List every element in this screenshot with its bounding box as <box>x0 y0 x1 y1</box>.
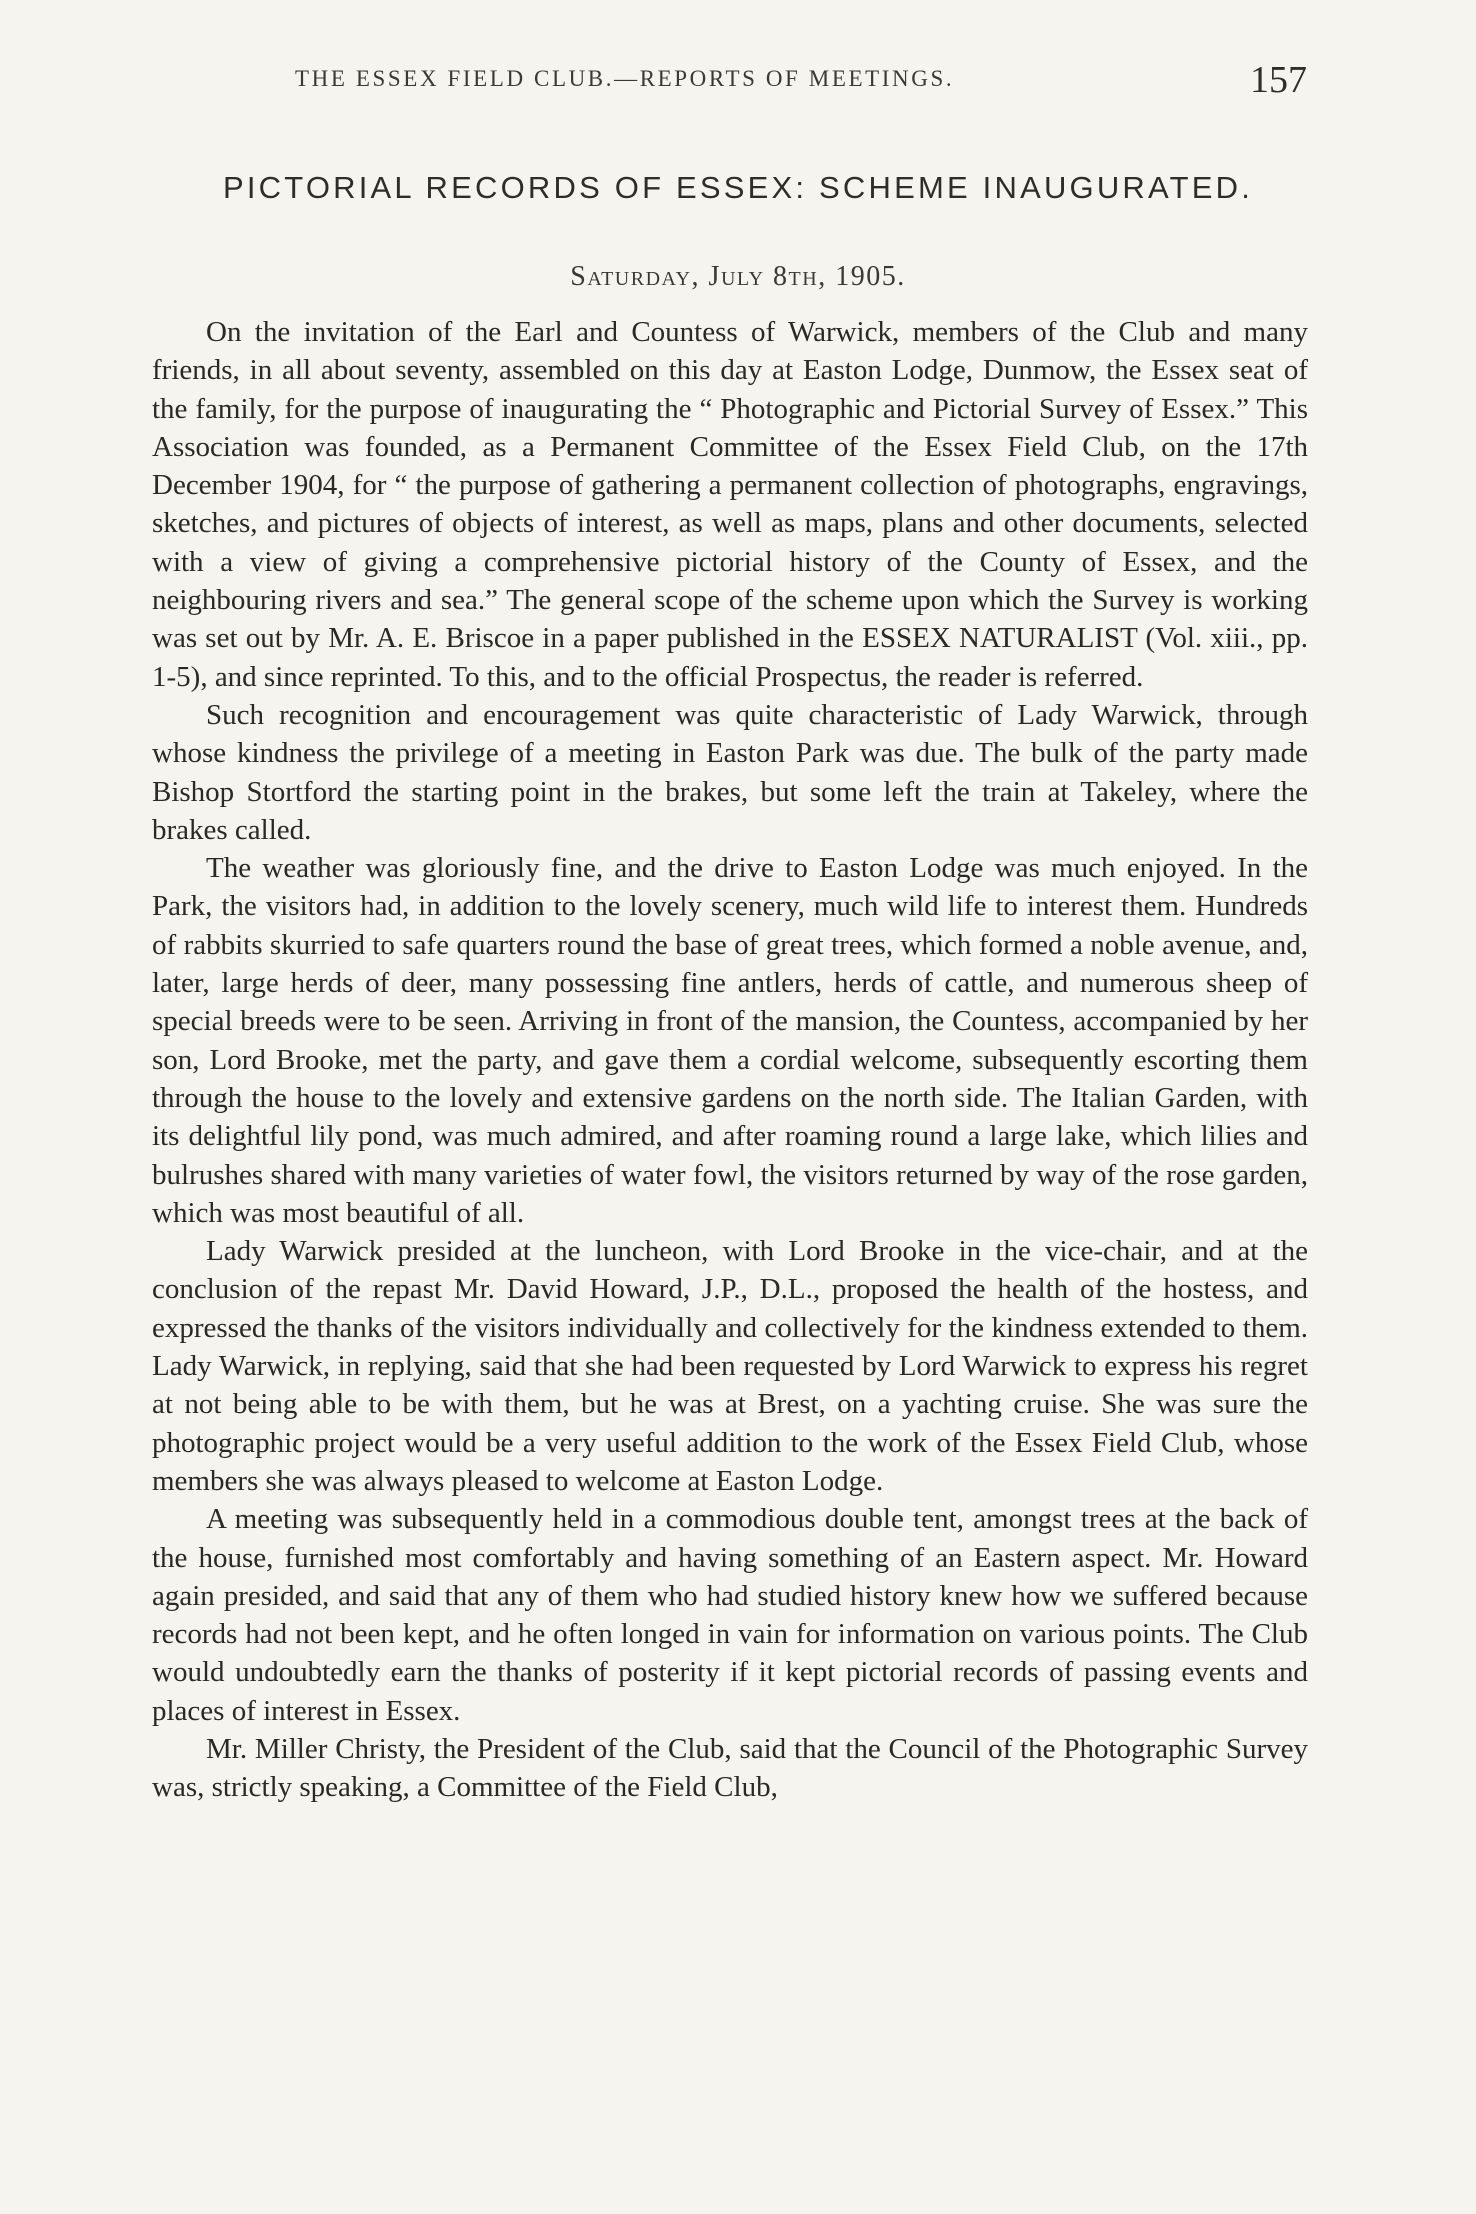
page-number: 157 <box>1250 59 1307 101</box>
article-body <box>152 313 1308 1807</box>
article-date: Saturday, July 8th, 1905. <box>570 261 906 292</box>
paragraph: Lady Warwick presided at the luncheon, with Lord Brooke in the vice-chair, and at the conclusion of the repast Mr. David Howard, J.P., D.L., proposed the health of the hostess, and expressed the thanks of the visitors individually and collectively for the kindness extended to them. Lady Warwick, in replying, said that she had been requested by Lord Warwick to express his regret at not being able to be with them, but he was at Brest, on a yachting cruise. She was sure the photographic project would be a very useful addition to the work of the Essex Field Club, whose members she was always pleased to welcome at Easton Lodge. <box>152 1235 1308 1497</box>
article-title: PICTORIAL RECORDS OF ESSEX: SCHEME INAUGURATED. <box>222 170 1254 205</box>
paragraph: Such recognition and encouragement was quite characteristic of Lady Warwick, through whose kindness the privilege of a meeting in Easton Park was due. The bulk of the party made Bishop Stortford the starting point in the brakes, but some left the train at Takeley, where the brakes called. <box>152 698 1308 846</box>
paragraph: The weather was gloriously fine, and the drive to Easton Lodge was much enjoyed. In the Park, the visitors had, in addition to the lovely scenery, much wild life to interest them. Hundreds of rabbits skurried to safe quarters round the base of great trees, which formed a noble avenue, and, later, large herds of deer, many possessing fine antlers, herds of cattle, and numerous sheep of special breeds were to be seen. Arriving in front of the mansion, the Countess, accompanied by her son, Lord Brooke, met the party, and gave them a cordial welcome, subsequently escorting them through the house to the lovely and extensive gardens on the north side. The Italian Garden, with its delightful lily pond, was much admired, and after roaming round a large lake, which lilies and bulrushes shared with many varieties of water fowl, the visitors returned by way of the rose garden, which was most beautiful of all. <box>152 852 1308 1229</box>
paragraph: On the invitation of the Earl and Countess of Warwick, members of the Club and many friends, in all about seventy, assembled on this day at Easton Lodge, Dunmow, the Essex seat of the family, for the purpose of inaugurating the “ Photographic and Pictorial Survey of Essex.” This Association was founded, as a Permanent Committee of the Essex Field Club, on the 17th December 1904, for “ the purpose of gathering a permanent collection of photographs, engravings, sketches, and pictures of objects of interest, as well as maps, plans and other documents, selected with a view of giving a comprehensive pictorial history of the County of Essex, and the neighbouring rivers and sea.” The general scope of the scheme upon which the Survey is working was set out by Mr. A. E. Briscoe in a paper published in the ESSEX NATURALIST (Vol. xiii., pp. 1-5), and since reprinted. To this, and to the official Prospectus, the reader is referred. <box>152 316 1308 693</box>
running-header: THE ESSEX FIELD CLUB.—REPORTS OF MEETINGS. <box>295 66 955 91</box>
paragraph: A meeting was subsequently held in a commodious double tent, amongst trees at the back of the house, furnished most comfortably and having something of an Eastern aspect. Mr. Howard again presided, and said that any of them who had studied history knew how we suffered because records had not been kept, and he often longed in vain for information on various points. The Club would undoubtedly earn the thanks of posterity if it kept pictorial records of passing events and places of interest in Essex. <box>152 1503 1308 1727</box>
paragraph: Mr. Miller Christy, the President of the Club, said that the Council of the Photographic Survey was, strictly speaking, a Committee of the Field Club, <box>152 1732 1308 1804</box>
